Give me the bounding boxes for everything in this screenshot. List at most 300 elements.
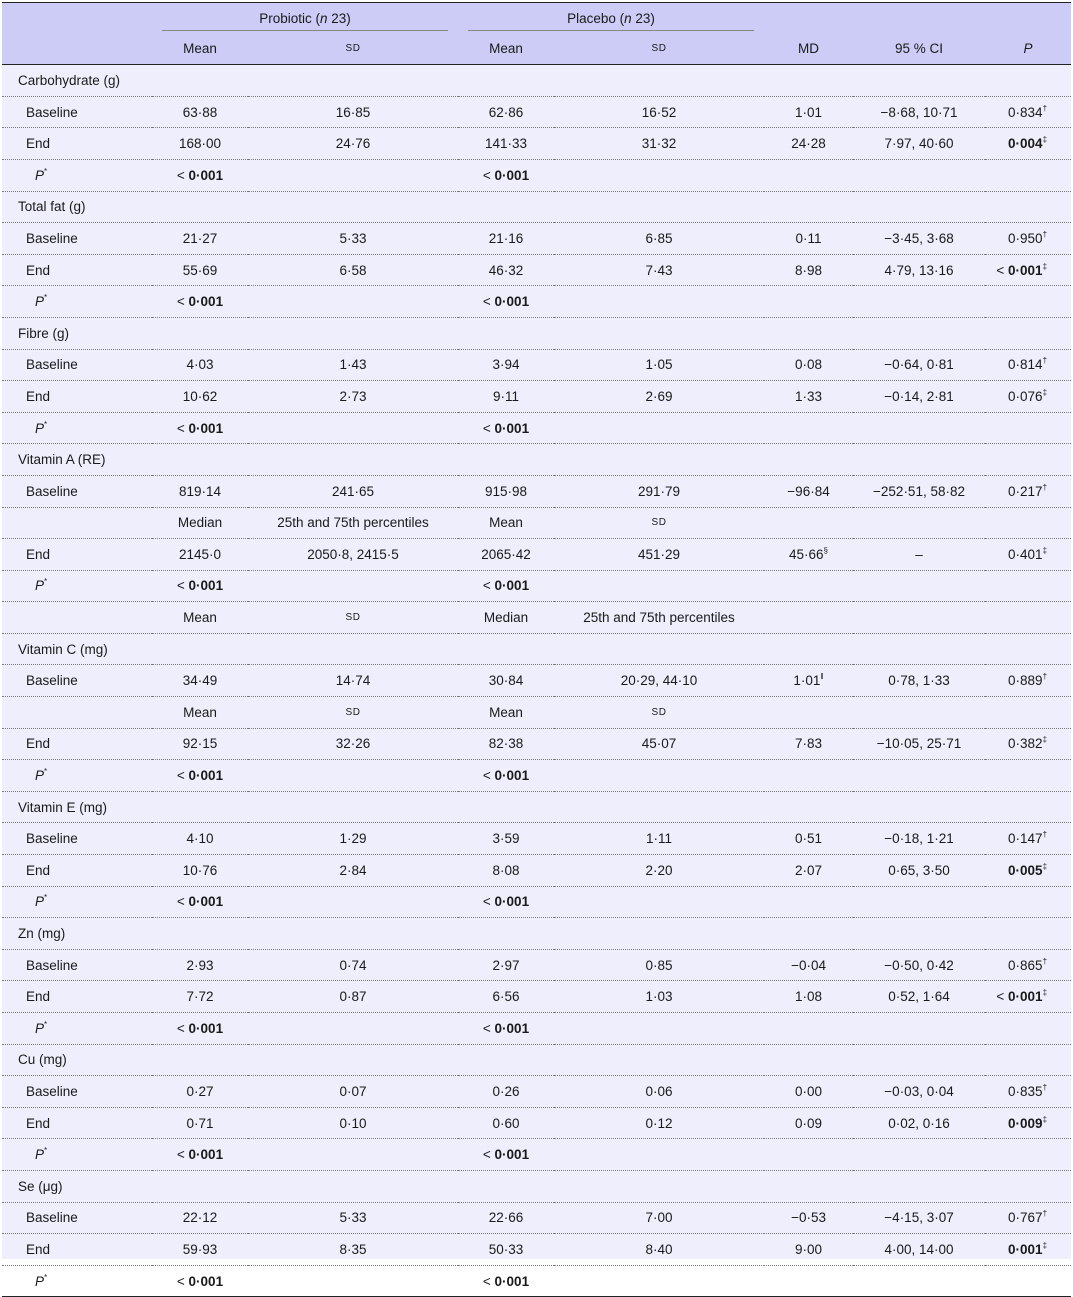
value-c2: 241·65 [331, 483, 375, 499]
value-c3: 8·08 [492, 862, 520, 878]
value-cell-c1 [152, 728, 248, 760]
p-star-lt: < [482, 1020, 495, 1036]
value-cell-c2 [248, 855, 458, 887]
group-row [2, 1170, 1071, 1202]
empty-cell [248, 412, 458, 444]
ci-value: −0·64, 0·81 [884, 357, 954, 373]
p-value: 0·147 [1008, 831, 1043, 847]
md-cell [764, 1076, 853, 1108]
probiotic-count: 23) [327, 10, 351, 26]
ci-cell [853, 1107, 985, 1139]
empty-cell [853, 602, 985, 634]
value-cell-c4 [554, 823, 764, 855]
p-star-lt: < [176, 768, 189, 784]
row-label: End [26, 736, 51, 752]
placebo-n: n [624, 10, 632, 26]
group-label: Carbohydrate (g) [18, 72, 121, 88]
md-value: 0·00 [795, 1083, 823, 1099]
md-cell [764, 665, 853, 697]
p-star-lt: < [482, 894, 495, 910]
group-row [2, 444, 1071, 476]
value-cell-c3 [458, 539, 554, 571]
ci-value: −4·15, 3·07 [884, 1210, 954, 1226]
subhead-label: SD [345, 706, 361, 718]
table-row [2, 949, 1071, 981]
p-cell [985, 128, 1071, 160]
empty-cell [764, 886, 853, 918]
value-c2: 32·26 [335, 736, 371, 752]
value-c4: 2·20 [645, 862, 673, 878]
subhead-cell [248, 507, 458, 539]
ci-cell [853, 223, 985, 255]
row-label-cell [2, 981, 152, 1013]
subhead-label: Mean [489, 515, 523, 531]
value-c3: 21·16 [488, 230, 524, 246]
p-star-probiotic-cell [152, 412, 248, 444]
value-c4: 31·32 [641, 136, 677, 152]
p-footnote: ‡ [1042, 545, 1048, 555]
value-cell-c2 [248, 1076, 458, 1108]
ci-value: −0·03, 0·04 [884, 1083, 954, 1099]
nutrient-intake-table [2, 2, 1071, 1297]
row-label-cell [2, 855, 152, 887]
value-c3: 0·26 [492, 1083, 520, 1099]
subhead-cell [458, 697, 554, 729]
header-column-row [2, 34, 1071, 65]
value-cell-c3 [458, 254, 554, 286]
group-label-cell [2, 1170, 1071, 1202]
value-cell-c1 [152, 949, 248, 981]
value-cell-c4 [554, 128, 764, 160]
row-label-cell [2, 1202, 152, 1234]
value-cell-c3 [458, 949, 554, 981]
p-star-label: P [35, 420, 45, 436]
empty-cell [764, 760, 853, 792]
empty-cell [554, 412, 764, 444]
empty-cell [985, 602, 1071, 634]
value-cell-c2 [248, 96, 458, 128]
p-value: 0·767 [1008, 1210, 1043, 1226]
empty-cell [985, 886, 1071, 918]
table-row [2, 96, 1071, 128]
ci-cell [853, 665, 985, 697]
empty-cell [764, 412, 853, 444]
value-cell-c4 [554, 223, 764, 255]
probiotic-label: Probiotic ( [259, 10, 320, 26]
md-cell [764, 96, 853, 128]
value-c4: 2·69 [645, 388, 673, 404]
value-c1: 4·03 [186, 357, 214, 373]
p-star-value: 0·001 [494, 167, 530, 183]
group-row [2, 1044, 1071, 1076]
value-c2: 24·76 [335, 136, 371, 152]
p-star-lt: < [176, 420, 189, 436]
group-row [2, 791, 1071, 823]
p-star-lt: < [176, 1020, 189, 1036]
table-row [2, 1107, 1071, 1139]
value-c2: 0·74 [339, 957, 367, 973]
value-cell-c1 [152, 96, 248, 128]
value-c2: 0·07 [339, 1083, 367, 1099]
empty-cell [764, 1139, 853, 1171]
md-value: 7·83 [795, 736, 823, 752]
p-star-value: 0·001 [188, 420, 224, 436]
value-cell-c1 [152, 381, 248, 413]
subhead-label: 25th and 75th percentiles [277, 515, 429, 531]
group-label: Vitamin C (mg) [18, 641, 108, 657]
p-cell [985, 1202, 1071, 1234]
subhead-label: SD [651, 517, 667, 529]
subhead-label: Mean [183, 610, 217, 626]
group-row [2, 65, 1071, 97]
value-cell-c1 [152, 539, 248, 571]
ci-cell [853, 539, 985, 571]
value-cell-c3 [458, 823, 554, 855]
p-footnote: † [1042, 103, 1048, 113]
value-cell-c3 [458, 981, 554, 1013]
p-cell [985, 1107, 1071, 1139]
value-c1: 92·15 [182, 736, 218, 752]
p-lt: < [996, 262, 1009, 278]
col-header-placebo-mean: Mean [458, 34, 554, 65]
value-cell-c3 [458, 349, 554, 381]
col-header-ci: 95 % CI [853, 34, 985, 65]
value-c2: 1·29 [339, 831, 367, 847]
md-cell [764, 539, 853, 571]
value-c1: 2·93 [186, 957, 214, 973]
p-star-lt: < [482, 420, 495, 436]
row-label-cell [2, 1107, 152, 1139]
value-c4: 1·11 [645, 831, 673, 847]
ci-cell [853, 1202, 985, 1234]
p-cell [985, 254, 1071, 286]
value-c1: 55·69 [182, 262, 218, 278]
table-row [2, 665, 1071, 697]
ci-value: −10·05, 25·71 [876, 736, 962, 752]
md-value: 0·51 [795, 831, 823, 847]
value-cell-c1 [152, 254, 248, 286]
empty-cell [853, 1265, 985, 1297]
value-cell-c3 [458, 855, 554, 887]
value-c4: 1·05 [645, 357, 673, 373]
ci-cell [853, 981, 985, 1013]
p-star-value: 0·001 [188, 1273, 224, 1289]
value-cell-c4 [554, 1202, 764, 1234]
p-star-value: 0·001 [188, 294, 224, 310]
p-footnote: ‡ [1042, 387, 1048, 397]
row-label: Baseline [26, 104, 78, 120]
value-c2: 0·87 [339, 989, 367, 1005]
p-star-lt: < [176, 1147, 189, 1163]
row-label-cell [2, 949, 152, 981]
ci-value: −0·14, 2·81 [884, 388, 954, 404]
value-c1: 0·71 [186, 1115, 214, 1131]
p-star-lt: < [482, 294, 495, 310]
md-cell [764, 981, 853, 1013]
row-label-cell [2, 349, 152, 381]
md-value: 9·00 [795, 1241, 823, 1257]
ci-value: 0·52, 1·64 [888, 989, 950, 1005]
value-c1: 21·27 [182, 230, 218, 246]
subhead-label: Median [177, 515, 223, 531]
within-group-p-row [2, 886, 1071, 918]
p-cell [985, 475, 1071, 507]
table-row [2, 475, 1071, 507]
value-cell-c2 [248, 823, 458, 855]
p-footnote: ‡ [1042, 1240, 1048, 1250]
p-value: 0·001 [1008, 989, 1043, 1005]
subhead-cell [554, 602, 764, 634]
p-star-label: P [35, 1020, 45, 1036]
value-cell-c4 [554, 254, 764, 286]
md-cell [764, 1107, 853, 1139]
p-star-value: 0·001 [188, 167, 224, 183]
group-label-cell [2, 918, 1071, 950]
ci-value: 0·65, 3·50 [888, 862, 950, 878]
empty-cell [764, 1013, 853, 1045]
value-cell-c3 [458, 1202, 554, 1234]
md-cell [764, 855, 853, 887]
empty-cell [985, 1013, 1071, 1045]
empty-cell [764, 1265, 853, 1297]
row-label: End [26, 262, 51, 278]
group-label: Fibre (g) [18, 325, 70, 341]
value-cell-c1 [152, 665, 248, 697]
p-star-lt: < [482, 1273, 495, 1289]
p-star-probiotic-cell [152, 1265, 248, 1297]
empty-cell [554, 1139, 764, 1171]
col-header-probiotic-sd: SD [248, 34, 458, 65]
ci-cell [853, 855, 985, 887]
p-star-label: P [35, 1273, 45, 1289]
row-label: Baseline [26, 357, 78, 373]
ci-cell [853, 728, 985, 760]
value-c2: 14·74 [335, 673, 371, 689]
empty-cell [853, 286, 985, 318]
value-c4: 451·29 [637, 546, 681, 562]
empty-cell [248, 886, 458, 918]
table-row [2, 349, 1071, 381]
row-label: End [26, 388, 51, 404]
row-label-cell [2, 665, 152, 697]
ci-cell [853, 254, 985, 286]
p-star-label-cell [2, 570, 152, 602]
row-label-cell [2, 128, 152, 160]
p-star-mark: * [44, 577, 48, 587]
p-star-placebo-cell [458, 1013, 554, 1045]
empty-cell [853, 1139, 985, 1171]
md-value: −0·53 [791, 1210, 826, 1226]
value-cell-c3 [458, 1107, 554, 1139]
nutrient-intake-table-panel [2, 2, 1071, 1289]
p-value: 0·401 [1008, 546, 1043, 562]
value-cell-c2 [248, 128, 458, 160]
value-cell-c4 [554, 855, 764, 887]
p-footnote: † [1042, 956, 1048, 966]
value-cell-c1 [152, 349, 248, 381]
p-star-lt: < [482, 768, 495, 784]
p-star-label: P [35, 768, 45, 784]
value-cell-c2 [248, 539, 458, 571]
table-row [2, 1076, 1071, 1108]
group-label-cell [2, 191, 1071, 223]
md-value: −96·84 [787, 483, 830, 499]
group-label: Vitamin A (RE) [18, 452, 106, 468]
p-cell [985, 728, 1071, 760]
p-cell [985, 855, 1071, 887]
value-c4: 16·52 [641, 104, 677, 120]
p-cell [985, 823, 1071, 855]
ci-value: −3·45, 3·68 [884, 230, 954, 246]
empty-cell [853, 760, 985, 792]
p-star-mark: * [44, 1146, 48, 1156]
p-star-label-cell [2, 760, 152, 792]
p-footnote: † [1042, 356, 1048, 366]
row-label: End [26, 136, 51, 152]
p-value: 0·004 [1008, 136, 1043, 152]
col-header-p: P [985, 34, 1071, 65]
p-value: 0·889 [1008, 673, 1043, 689]
value-c4: 20·29, 44·10 [620, 673, 698, 689]
empty-cell [554, 1265, 764, 1297]
md-value: 0·11 [795, 230, 822, 246]
value-cell-c4 [554, 981, 764, 1013]
within-group-p-row [2, 1139, 1071, 1171]
group-label: Vitamin E (mg) [18, 799, 108, 815]
group-row [2, 191, 1071, 223]
row-label: Baseline [26, 957, 78, 973]
header-empty-cell [764, 3, 853, 34]
value-cell-c3 [458, 665, 554, 697]
value-c1: 34·49 [182, 673, 218, 689]
p-star-probiotic-cell [152, 760, 248, 792]
empty-cell [853, 1013, 985, 1045]
table-row [2, 823, 1071, 855]
value-c4: 8·40 [645, 1241, 673, 1257]
ci-cell [853, 96, 985, 128]
value-c3: 3·59 [492, 831, 520, 847]
p-star-mark: * [44, 166, 48, 176]
probiotic-group-header [152, 3, 458, 34]
ci-cell [853, 1076, 985, 1108]
table-row [2, 381, 1071, 413]
p-star-label: P [35, 894, 45, 910]
p-star-value: 0·001 [494, 1020, 530, 1036]
p-cell [985, 981, 1071, 1013]
subhead-cell [458, 602, 554, 634]
row-label: End [26, 989, 51, 1005]
p-star-value: 0·001 [494, 894, 530, 910]
value-c4: 6·85 [645, 230, 673, 246]
p-star-lt: < [176, 294, 189, 310]
value-cell-c2 [248, 223, 458, 255]
group-label: Zn (mg) [18, 926, 66, 942]
value-c3: 915·98 [484, 483, 528, 499]
empty-cell [554, 159, 764, 191]
p-star-placebo-cell [458, 412, 554, 444]
ci-value: – [915, 546, 923, 562]
md-value: 1·01 [793, 673, 821, 689]
p-star-mark: * [44, 293, 48, 303]
p-star-mark: * [44, 767, 48, 777]
group-row [2, 633, 1071, 665]
subhead-label: Mean [183, 704, 217, 720]
group-label-cell [2, 1044, 1071, 1076]
value-c2: 2·84 [339, 862, 367, 878]
ci-value: −0·18, 1·21 [884, 831, 954, 847]
md-value: 45·66 [789, 546, 824, 562]
p-footnote: ‡ [1042, 1114, 1048, 1124]
p-star-mark: * [44, 893, 48, 903]
row-label: End [26, 546, 51, 562]
ci-value: 7·97, 40·60 [884, 136, 954, 152]
row-label: Baseline [26, 673, 78, 689]
md-value: 2·07 [795, 862, 823, 878]
p-star-value: 0·001 [494, 1273, 530, 1289]
p-value: 0·005 [1008, 862, 1043, 878]
subhead-cell [248, 602, 458, 634]
empty-cell [764, 507, 853, 539]
value-c3: 22·66 [488, 1210, 524, 1226]
p-footnote: † [1042, 1082, 1048, 1092]
empty-cell [248, 1013, 458, 1045]
row-label: Baseline [26, 230, 78, 246]
empty-cell [554, 1013, 764, 1045]
value-cell-c3 [458, 96, 554, 128]
table-row [2, 981, 1071, 1013]
empty-cell [985, 1139, 1071, 1171]
placebo-group-header [458, 3, 764, 34]
md-cell [764, 1202, 853, 1234]
value-cell-c2 [248, 665, 458, 697]
empty-cell [985, 760, 1071, 792]
value-cell-c1 [152, 981, 248, 1013]
col-header-md: MD [764, 34, 853, 65]
p-star-label: P [35, 294, 45, 310]
p-star-value: 0·001 [494, 1147, 530, 1163]
empty-cell [248, 286, 458, 318]
value-cell-c4 [554, 665, 764, 697]
value-c3: 82·38 [488, 736, 524, 752]
value-c2: 0·10 [339, 1115, 367, 1131]
value-c3: 62·86 [488, 104, 524, 120]
p-star-lt: < [176, 578, 189, 594]
subhead-label: Mean [489, 704, 523, 720]
p-cell [985, 223, 1071, 255]
p-cell [985, 539, 1071, 571]
group-label: Cu (mg) [18, 1052, 67, 1068]
md-cell [764, 349, 853, 381]
value-cell-c4 [554, 349, 764, 381]
within-group-p-row [2, 1265, 1071, 1297]
subhead-label: 25th and 75th percentiles [583, 610, 735, 626]
value-cell-c3 [458, 475, 554, 507]
subhead-cell [248, 697, 458, 729]
subhead-cell [554, 507, 764, 539]
p-star-mark: * [44, 1019, 48, 1029]
p-star-probiotic-cell [152, 286, 248, 318]
empty-cell [554, 760, 764, 792]
value-c3: 141·33 [484, 136, 528, 152]
p-star-lt: < [482, 167, 495, 183]
table-row [2, 128, 1071, 160]
value-c4: 7·43 [645, 262, 673, 278]
value-cell-c1 [152, 855, 248, 887]
value-cell-c1 [152, 223, 248, 255]
subhead-cell [152, 697, 248, 729]
value-c3: 46·32 [488, 262, 524, 278]
ci-value: −252·51, 58·82 [873, 483, 965, 499]
